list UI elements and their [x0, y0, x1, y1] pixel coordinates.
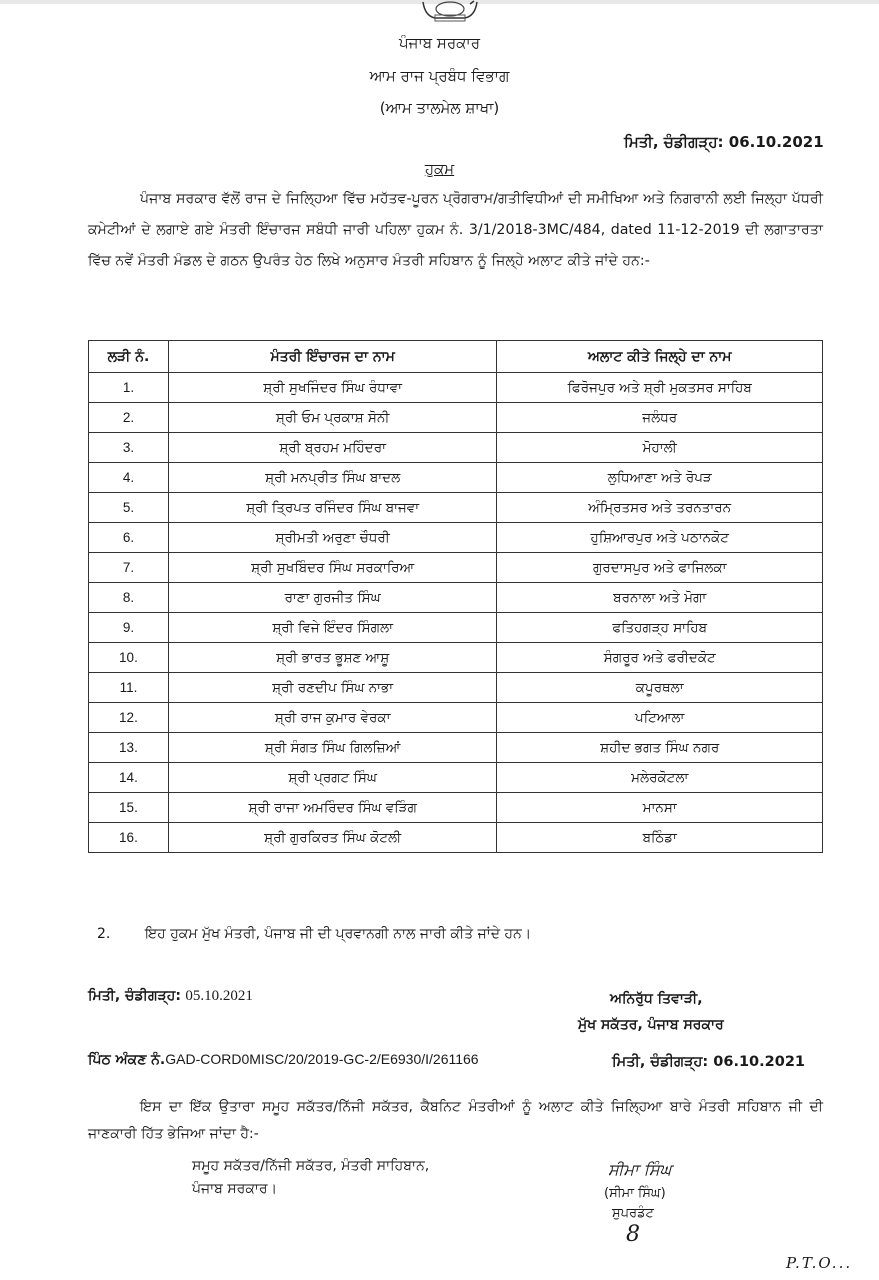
issue-date: ਮਿਤੀ, ਚੰਡੀਗੜ੍ਹ: 06.10.2021 — [624, 133, 824, 151]
please-turn-over-note: P.T.O... — [786, 1254, 853, 1272]
allotted-districts-cell: ਬਰਨਾਲਾ ਅਤੇ ਮੋਗਾ — [497, 583, 823, 613]
serial-number-cell: 13. — [89, 733, 169, 763]
serial-number-cell: 4. — [89, 463, 169, 493]
signer-name: (ਸੀਮਾ ਸਿੰਘ) — [604, 1186, 666, 1201]
table-row — [89, 463, 823, 493]
column-header-districts: ਅਲਾਟ ਕੀਤੇ ਜਿਲ੍ਹੇ ਦਾ ਨਾਮ — [497, 341, 823, 373]
table-row — [89, 613, 823, 643]
serial-number-cell: 8. — [89, 583, 169, 613]
table-row — [89, 373, 823, 403]
table-row — [89, 583, 823, 613]
table-row — [89, 493, 823, 523]
table-header-row — [89, 341, 823, 373]
serial-number-cell: 3. — [89, 433, 169, 463]
signatory-name: ਅਨਿਰੁੱਧ ਤਿਵਾੜੀ, — [610, 991, 703, 1007]
table-row — [89, 763, 823, 793]
order-title-text: ਹੁਕਮ — [424, 160, 455, 178]
allotted-districts-cell: ਜਲੰਧਰ — [497, 403, 823, 433]
minister-name-cell: ਸ਼੍ਰੀਮਤੀ ਅਰੁਣਾ ਚੌਧਰੀ — [168, 523, 497, 553]
signoff-date-label: ਮਿਤੀ, ਚੰਡੀਗੜ੍ਹ: — [88, 988, 181, 1004]
government-name: ਪੰਜਾਬ ਸਰਕਾਰ — [399, 34, 480, 52]
point-2-text: ਇਹ ਹੁਕਮ ਮੁੱਖ ਮੰਤਰੀ, ਪੰਜਾਬ ਜੀ ਦੀ ਪ੍ਰਵਾਨਗੀ ਨਾਲ ਜਾਰੀ ਕੀਤੇ ਜਾਂਦੇ ਹਨ। — [145, 926, 532, 942]
endorsement-ref-label: ਪਿੰਠ ਅੰਕਣ ਨੰ. — [88, 1052, 166, 1068]
table-row — [89, 403, 823, 433]
minister-name-cell: ਸ਼੍ਰੀ ਵਿਜੇ ਇੰਦਰ ਸਿੰਗਲਾ — [168, 613, 497, 643]
serial-number-cell: 15. — [89, 793, 169, 823]
recipient-line-2: ਪੰਜਾਬ ਸਰਕਾਰ। — [192, 1181, 278, 1197]
allotted-districts-cell: ਬਠਿੰਡਾ — [497, 823, 823, 853]
minister-name-cell: ਸ਼੍ਰੀ ਸੁਖਬਿੰਦਰ ਸਿੰਘ ਸਰਕਾਰਿਆ — [168, 553, 497, 583]
initial-mark: 8 — [626, 1222, 640, 1247]
allotted-districts-cell: ਗੁਰਦਾਸਪੁਰ ਅਤੇ ਫਾਜਿਲਕਾ — [497, 553, 823, 583]
table-row — [89, 823, 823, 853]
table-row — [89, 433, 823, 463]
serial-number-cell: 14. — [89, 763, 169, 793]
minister-name-cell: ਸ਼੍ਰੀ ਤ੍ਰਿਪਤ ਰਜਿੰਦਰ ਸਿੰਘ ਬਾਜਵਾ — [168, 493, 497, 523]
allotted-districts-cell: ਮਲੇਰਕੋਟਲਾ — [497, 763, 823, 793]
allotted-districts-cell: ਮੋਹਾਲੀ — [497, 433, 823, 463]
order-paragraph-text: ਪੰਜਾਬ ਸਰਕਾਰ ਵੱਲੋਂ ਰਾਜ ਦੇ ਜਿਲ੍ਹਿਆ ਵਿੱਚ ਮਹੱਤਵ-ਪੂਰਨ ਪ੍ਰੋਗਰਾਮ/ਗਤੀਵਿਧੀਆਂ ਦੀ ਸਮੀਖਿਆ ਅਤੇ ਨਿਗਰਾਨੀ ਲਈ ਜਿਲ੍ਹਾ ਪੱਧਰੀ ਕਮੇਟੀਆਂ ਦੇ ਲਗਾਏ ਗਏ ਮੰਤਰੀ ਇੰਚਾਰਜ ਸਬੰਧੀ ਜਾਰੀ ਪਹਿਲਾ ਹੁਕਮ ਨੰ. 3/1/2018-3MC/484, dated 11-12-2019 ਦੀ ਲਗਾਤਾਰਤਾ ਵਿੱਚ ਨਵੇਂ ਮੰਤਰੀ ਮੰਡਲ ਦੇ ਗਠਨ ਉਪਰੰਤ ਹੇਠ ਲਿਖੇ ਅਨੁਸਾਰ ਮੰਤਰੀ ਸਹਿਬਾਨ ਨੂੰ ਜਿਲ੍ਹੇ ਅਲਾਟ ਕੀਤੇ ਜਾਂਦੇ ਹਨ:- — [88, 191, 823, 269]
endorsement-ref-number: GAD-CORD0MISC/20/2019-GC-2/E6930/I/261166 — [165, 1051, 479, 1067]
allotted-districts-cell: ਮਾਨਸਾ — [497, 793, 823, 823]
serial-number-cell: 1. — [89, 373, 169, 403]
allotted-districts-cell: ਸ਼ਹੀਦ ਭਗਤ ਸਿੰਘ ਨਗਰ — [497, 733, 823, 763]
allotted-districts-cell: ਪਟਿਆਲਾ — [497, 703, 823, 733]
serial-number-cell: 9. — [89, 613, 169, 643]
serial-number-cell: 12. — [89, 703, 169, 733]
minister-name-cell: ਸ਼੍ਰੀ ਸੰਗਤ ਸਿੰਘ ਗਿਲਜ਼ਿਆਂ — [168, 733, 497, 763]
handwritten-signature: ਸੀਮਾ ਸਿੰਘ — [608, 1160, 672, 1179]
table-row — [89, 523, 823, 553]
minister-name-cell: ਸ਼੍ਰੀ ਸੁਖਜਿੰਦਰ ਸਿੰਘ ਰੰਧਾਵਾ — [168, 373, 497, 403]
table-row — [89, 673, 823, 703]
column-header-serial: ਲੜੀ ਨੰ. — [89, 341, 169, 373]
allotted-districts-cell: ਅੰਮ੍ਰਿਤਸਰ ਅਤੇ ਤਰਨਤਾਰਨ — [497, 493, 823, 523]
endorsement-paragraph — [88, 1094, 823, 1148]
table-row — [89, 793, 823, 823]
allotted-districts-cell: ਕਪੂਰਥਲਾ — [497, 673, 823, 703]
table-row — [89, 643, 823, 673]
table-row — [89, 733, 823, 763]
signer-title: ਸੁਪਰਡੰਟ — [612, 1206, 654, 1221]
minister-name-cell: ਸ਼੍ਰੀ ਰਾਜਾ ਅਮਰਿੰਦਰ ਸਿੰਘ ਵੜਿੰਗ — [168, 793, 497, 823]
table-row — [89, 703, 823, 733]
point-2-number: 2. — [97, 926, 111, 942]
allotted-districts-cell: ਸੰਗਰੂਰ ਅਤੇ ਫਰੀਦਕੋਟ — [497, 643, 823, 673]
minister-name-cell: ਰਾਣਾ ਗੁਰਜੀਤ ਸਿੰਘ — [168, 583, 497, 613]
serial-number-cell: 10. — [89, 643, 169, 673]
table-row — [89, 553, 823, 583]
allotted-districts-cell: ਫਤਿਹਗੜ੍ਹ ਸਾਹਿਬ — [497, 613, 823, 643]
minister-name-cell: ਸ਼੍ਰੀ ਓਮ ਪ੍ਰਕਾਸ਼ ਸੋਨੀ — [168, 403, 497, 433]
endorsement-text: ਇਸ ਦਾ ਇੱਕ ਉਤਾਰਾ ਸਮੂਹ ਸਕੱਤਰ/ਨਿੱਜੀ ਸਕੱਤਰ, ਕੈਬਨਿਟ ਮੰਤਰੀਆਂ ਨੂੰ ਅਲਾਟ ਕੀਤੇ ਜਿਲ੍ਹਿਆ ਬਾਰੇ ਮੰਤਰੀ ਸਹਿਬਾਨ ਜੀ ਦੀ ਜਾਣਕਾਰੀ ਹਿੱਤ ਭੇਜਿਆ ਜਾਂਦਾ ਹੈ:- — [88, 1099, 823, 1142]
serial-number-cell: 2. — [89, 403, 169, 433]
branch-name: (ਆਮ ਤਾਲਮੇਲ ਸ਼ਾਖਾ) — [379, 99, 500, 117]
minister-name-cell: ਸ਼੍ਰੀ ਬ੍ਰਹਮ ਮਹਿੰਦਰਾ — [168, 433, 497, 463]
endorsement-reference — [88, 1051, 479, 1068]
serial-number-cell: 7. — [89, 553, 169, 583]
serial-number-cell: 11. — [89, 673, 169, 703]
signoff-date — [88, 988, 253, 1005]
minister-name-cell: ਸ਼੍ਰੀ ਰਾਜ ਕੁਮਾਰ ਵੇਰਕਾ — [168, 703, 497, 733]
serial-number-cell: 6. — [89, 523, 169, 553]
minister-name-cell: ਸ਼੍ਰੀ ਮਨਪ੍ਰੀਤ ਸਿੰਘ ਬਾਦਲ — [168, 463, 497, 493]
allocation-table — [88, 340, 823, 853]
signoff-date-value: 05.10.2021 — [185, 988, 253, 1004]
order-title — [0, 160, 879, 178]
signatory-title: ਮੁੱਖ ਸਕੱਤਰ, ਪੰਜਾਬ ਸਰਕਾਰ — [578, 1017, 724, 1033]
allotted-districts-cell: ਲੁਧਿਆਣਾ ਅਤੇ ਰੋਪੜ — [497, 463, 823, 493]
minister-name-cell: ਸ਼੍ਰੀ ਭਾਰਤ ਭੂਸ਼ਣ ਆਸ਼ੂ — [168, 643, 497, 673]
minister-name-cell: ਸ਼੍ਰੀ ਪ੍ਰਗਟ ਸਿੰਘ — [168, 763, 497, 793]
endorsement-date: ਮਿਤੀ, ਚੰਡੀਗੜ੍ਹ: 06.10.2021 — [612, 1054, 806, 1070]
serial-number-cell: 5. — [89, 493, 169, 523]
government-emblem-icon — [415, 0, 485, 24]
minister-name-cell: ਸ਼੍ਰੀ ਗੁਰਕਿਰਤ ਸਿੰਘ ਕੋਟਲੀ — [168, 823, 497, 853]
serial-number-cell: 16. — [89, 823, 169, 853]
minister-name-cell: ਸ਼੍ਰੀ ਰਣਦੀਪ ਸਿੰਘ ਨਾਭਾ — [168, 673, 497, 703]
order-paragraph — [88, 184, 823, 277]
column-header-minister: ਮੰਤਰੀ ਇੰਚਾਰਜ ਦਾ ਨਾਮ — [168, 341, 497, 373]
department-name: ਆਮ ਰਾਜ ਪ੍ਰਬੰਧ ਵਿਭਾਗ — [369, 67, 510, 85]
allotted-districts-cell: ਫਿਰੋਜਪੁਰ ਅਤੇ ਸ਼੍ਰੀ ਮੁਕਤਸਰ ਸਾਹਿਬ — [497, 373, 823, 403]
allotted-districts-cell: ਹੁਸ਼ਿਆਰਪੁਰ ਅਤੇ ਪਠਾਨਕੋਟ — [497, 523, 823, 553]
recipient-line-1: ਸਮੂਹ ਸਕੱਤਰ/ਨਿੱਜੀ ਸਕੱਤਰ, ਮੰਤਰੀ ਸਾਹਿਬਾਨ, — [192, 1158, 430, 1174]
